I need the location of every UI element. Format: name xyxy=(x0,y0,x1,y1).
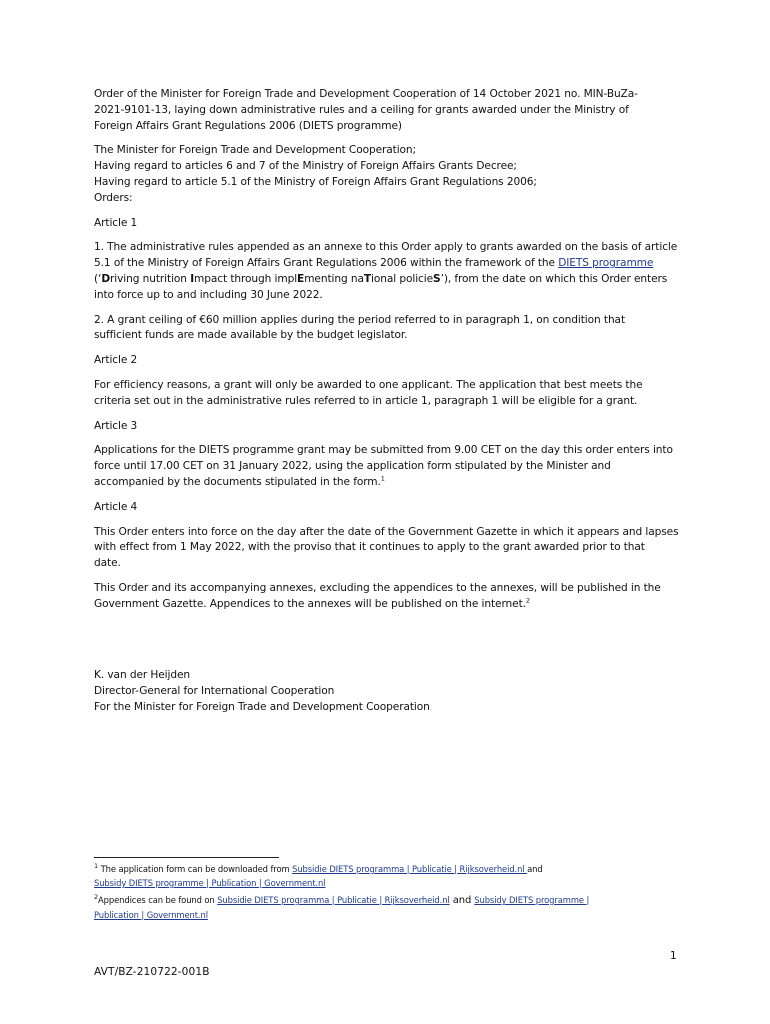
signatory-on-behalf: For the Minister for Foreign Trade and Development Cooperation xyxy=(94,700,430,713)
rijksoverheid-link[interactable]: Subsidie DIETS programma | Publicatie | Rijksoverheid.nl xyxy=(292,864,528,874)
footnote-line xyxy=(94,908,684,922)
article-4-heading: Article 4 xyxy=(94,500,138,513)
acronym-text: ’), from the date on which this Order enters xyxy=(440,272,668,285)
acronym-letter-t: T xyxy=(363,272,371,285)
preamble-line: The Minister for Foreign Trade and Development Cooperation; xyxy=(94,144,417,157)
paragraph-text: 5.1 of the Ministry of Foreign Affairs Grant Regulations 2006 within the framework of the xyxy=(94,257,559,270)
paragraph-line: sufficient funds are made available by the budget legislator. xyxy=(94,329,408,342)
paragraph-line: criteria set out in the administrative rules referred to in article 1, paragraph 1 will be eligible for a grant. xyxy=(94,394,638,407)
acronym-letter-i: I xyxy=(190,272,195,285)
acronym-text: (‘ xyxy=(94,272,102,285)
footnote-text: and xyxy=(449,895,475,906)
paragraph-line xyxy=(94,475,682,491)
page-number: 1 xyxy=(670,950,677,962)
footnote-text: and xyxy=(527,864,543,874)
government-nl-link[interactable]: Subsidy DIETS programme | xyxy=(474,895,590,905)
title-line: Foreign Affairs Grant Regulations 2006 (DIETS programme) xyxy=(94,119,402,132)
preamble-line: Orders: xyxy=(94,191,133,204)
acronym-text: riving nutrition xyxy=(110,272,191,285)
paragraph-line: 1. The administrative rules appended as an annexe to this Order apply to grants awarded on the basis of article xyxy=(94,241,678,254)
footnote-line xyxy=(94,876,684,890)
paragraph-line: date. xyxy=(94,557,121,570)
footnotes xyxy=(94,862,684,925)
paragraph-line: This Order enters into force on the day after the date of the Government Gazette in which it appears and lapses xyxy=(94,525,679,538)
footnote-line xyxy=(94,893,684,908)
footnote-number: 1 xyxy=(94,862,99,871)
article-4-paragraph-2 xyxy=(94,581,682,613)
paragraph-line: force until 17.00 CET on 31 January 2022, using the application form stipulated by the Minister and xyxy=(94,460,611,473)
paragraph-line: Applications for the DIETS programme grant may be submitted from 9.00 CET on the day this order enters into xyxy=(94,444,673,457)
article-2-paragraph xyxy=(94,378,682,410)
acronym-letter-d: D xyxy=(101,272,111,285)
paragraph-text: Government Gazette. Appendices to the annexes will be published on the internet. xyxy=(94,597,526,610)
acronym-letter-e: E xyxy=(297,272,305,285)
title-line: 2021-9101-13, laying down administrative rules and a ceiling for grants awarded under the Ministry of xyxy=(94,103,629,116)
acronym-line xyxy=(94,272,682,288)
footnote-2 xyxy=(94,893,684,922)
acronym-letter-s: S xyxy=(433,272,441,285)
footnote-1 xyxy=(94,862,684,890)
title-line: Order of the Minister for Foreign Trade and Development Cooperation of 14 October 2021 no. MIN-BuZa- xyxy=(94,88,638,100)
preamble xyxy=(94,143,682,206)
footnote-text: Appendices can be found on xyxy=(98,895,218,905)
government-nl-link[interactable]: Publication | Government.nl xyxy=(94,910,208,920)
rijksoverheid-link[interactable]: Subsidie DIETS programma | Publicatie | Rijksoverheid.nl xyxy=(217,895,450,905)
signatory-role: Director-General for International Cooperation xyxy=(94,684,335,697)
article-3-paragraph xyxy=(94,443,682,490)
footnote-ref-2[interactable]: 2 xyxy=(525,596,530,605)
signatory-name: K. van der Heijden xyxy=(94,669,191,681)
article-1-paragraph-2 xyxy=(94,313,682,345)
signature-block xyxy=(94,668,594,715)
paragraph-line xyxy=(94,597,682,613)
article-1-heading: Article 1 xyxy=(94,216,138,229)
footnote-separator xyxy=(94,857,279,858)
government-nl-link[interactable]: Subsidy DIETS programme | Publication | Government.nl xyxy=(94,878,326,888)
footnote-text: The application form can be downloaded from xyxy=(98,864,293,874)
order-body xyxy=(94,87,682,622)
document-reference: AVT/BZ-210722-001B xyxy=(94,966,210,978)
diets-programme-link[interactable]: DIETS programme xyxy=(558,257,654,270)
paragraph-line: into force up to and including 30 June 2022. xyxy=(94,288,323,301)
article-4-paragraph-1 xyxy=(94,525,682,572)
preamble-line: Having regard to articles 6 and 7 of the Ministry of Foreign Affairs Grants Decree; xyxy=(94,160,517,173)
paragraph-line: This Order and its accompanying annexes, excluding the appendices to the annexes, will be published in the xyxy=(94,581,661,594)
paragraph-text: accompanied by the documents stipulated in the form. xyxy=(94,475,381,488)
paragraph-line: 2. A grant ceiling of €60 million applies during the period referred to in paragraph 1, on condition that xyxy=(94,313,625,326)
paragraph-line xyxy=(94,256,682,272)
preamble-line: Having regard to article 5.1 of the Ministry of Foreign Affairs Grant Regulations 2006; xyxy=(94,175,537,188)
acronym-text: menting na xyxy=(304,272,364,285)
order-title xyxy=(94,87,682,134)
footnote-line xyxy=(94,862,684,876)
footnote-ref-1[interactable]: 1 xyxy=(380,474,385,483)
article-2-heading: Article 2 xyxy=(94,354,138,367)
paragraph-line: For efficiency reasons, a grant will only be awarded to one applicant. The application that best meets the xyxy=(94,378,643,391)
article-3-heading: Article 3 xyxy=(94,419,138,432)
acronym-text: ional policie xyxy=(371,272,434,285)
article-1-paragraph-1 xyxy=(94,240,682,303)
paragraph-line: with effect from 1 May 2022, with the proviso that it continues to apply to the grant awarded prior to that xyxy=(94,541,645,554)
acronym-text: mpact through impl xyxy=(194,272,298,285)
footnote-number: 2 xyxy=(94,893,99,902)
